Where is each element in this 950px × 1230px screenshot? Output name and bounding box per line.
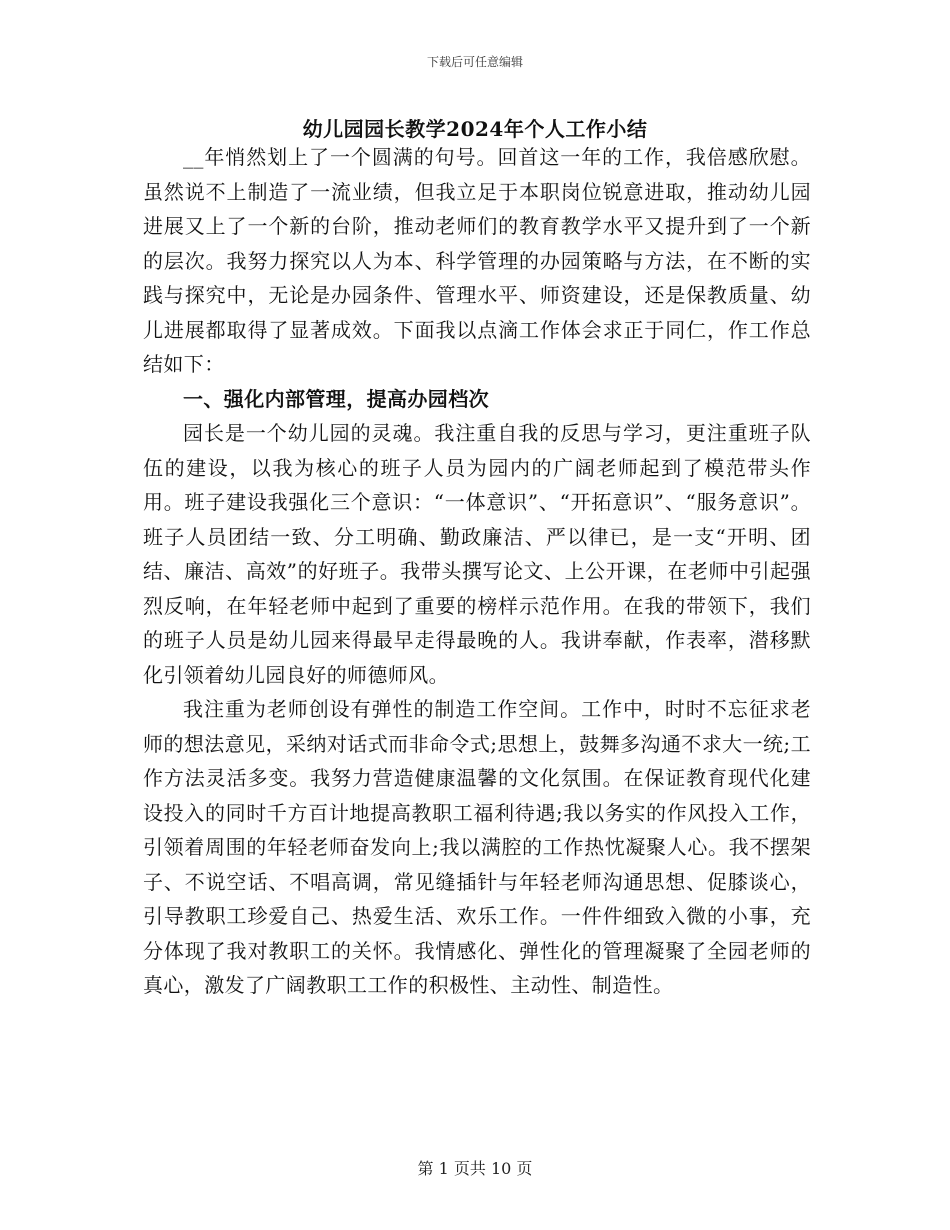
document-title: 幼儿园园长教学2024年个人工作小结 [302, 117, 648, 141]
intro-paragraph: __年悄然划上了一个圆满的句号。回首这一年的工作，我倍感欣慰。虽然说不上制造了一流业绩，但我立足于本职岗位锐意进取，推动幼儿园进展又上了一个新的台阶，推动老师们的教育教学水平又提升到了一个新的层次。我努力探究以人为本、科学管理的办园策略与方法，在不断的实践与探究中，无论是办园条件、管理水平、师资建设，还是保教质量、幼儿进展都取得了显著成效。下面我以点滴工作体会求正于同仁，作工作总结如下： [143, 145, 811, 376]
section-heading: 一、强化内部管理，提高办园档次 [183, 386, 489, 411]
body-paragraph: 园长是一个幼儿园的灵魂。我注重自我的反思与学习，更注重班子队伍的建设，以我为核心的班子人员为园内的广阔老师起到了模范带头作用。班子建设我强化三个意识：“一体意识”、“开拓意识”、“服务意识”。班子人员团结一致、分工明确、勤政廉洁、严以律已，是一支“开明、团结、廉洁、高效”的好班子。我带头撰写论文、上公开课，在老师中引起强烈反响，在年轻老师中起到了重要的榜样示范作用。在我的带领下，我们的班子人员是幼儿园来得最早走得最晚的人。我讲奉献，作表率，潜移默化引领着幼儿园良好的师德师风。 [143, 421, 811, 687]
body-paragraph: 我注重为老师创设有弹性的制造工作空间。工作中，时时不忘征求老师的想法意见，采纳对话式而非命令式;思想上，鼓舞多沟通不求大一统;工作方法灵活多变。我努力营造健康温馨的文化氛围。在保证教育现代化建设投入的同时千方百计地提高教职工福利待遇;我以务实的作风投入工作，引领着周围的年轻老师奋发向上;我以满腔的工作热忱凝聚人心。我不摆架子、不说空话、不唱高调，常见缝插针与年轻老师沟通思想、促膝谈心，引导教职工珍爱自己、热爱生活、欢乐工作。一件件细致入微的小事，充分体现了我对教职工的关怀。我情感化、弹性化的管理凝聚了全园老师的真心，激发了广阔教职工工作的积极性、主动性、制造性。 [143, 697, 811, 997]
document-body [143, 140, 811, 1003]
page-number: 第 1 页共 10 页 [417, 1159, 533, 1178]
page-header-note: 下载后可任意编辑 [426, 55, 523, 69]
